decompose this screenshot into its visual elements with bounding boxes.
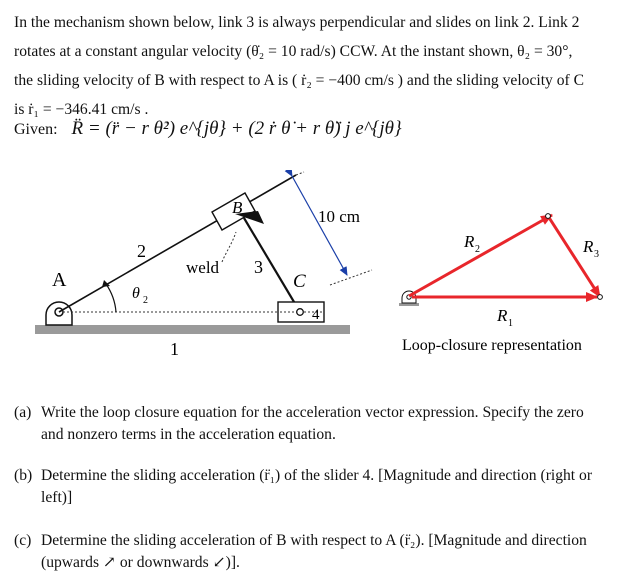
pin-C [297, 309, 304, 316]
link-3 [244, 218, 300, 312]
weld-pointer [222, 232, 236, 262]
intro-line-4: is ṙ₁ = −346.41 cm/s . [14, 101, 149, 118]
ground-link-1 [35, 325, 350, 334]
question-a-line-1: Write the loop closure equation for the acceleration vector expression. Specify the zero [41, 404, 584, 421]
question-a-label: (a) [14, 404, 32, 421]
pivot-A [46, 302, 72, 325]
question-c-label: (c) [14, 532, 32, 549]
label-R3-sub: 3 [594, 249, 599, 260]
loop-node-B [546, 214, 551, 219]
label-link-2: 2 [137, 241, 146, 261]
problem-statement [14, 8, 626, 124]
label-weld: weld [186, 258, 220, 277]
label-R1: R [497, 306, 508, 325]
given-label: Given: [14, 121, 58, 138]
loop-node-C [598, 295, 603, 300]
label-A: A [52, 269, 67, 291]
intro-line-2: rotates at a constant angular velocity (θ̇₂ = 10 rad/s) CCW. At the instant shown, θ₂ = 30°, [14, 43, 573, 60]
label-theta: θ [132, 285, 140, 302]
question-c [14, 530, 626, 574]
label-link-3: 3 [254, 257, 263, 277]
acceleration-equation: R̈ = (r̈ − r θ̇²) e^{jθ} + (2 ṙ θ̇ + r θ̈) j e^{jθ} [71, 118, 402, 139]
loop-closure-diagram [399, 214, 602, 306]
label-R2-sub: 2 [475, 244, 480, 255]
question-c-line-1: Determine the sliding acceleration of B with respect to A (r̈₂). [Magnitude and direction [41, 532, 587, 549]
question-a-line-2: and nonzero terms in the acceleration equation. [41, 426, 336, 443]
question-b-line-1: Determine the sliding acceleration (r̈₁) of the slider 4. [Magnitude and direction (right or [41, 467, 593, 484]
label-C: C [293, 271, 306, 292]
question-b-label: (b) [14, 467, 33, 484]
label-link-4: 4 [312, 307, 320, 323]
label-B: B [232, 198, 243, 217]
vector-R3 [548, 216, 600, 297]
vector-R2 [409, 215, 552, 296]
theta-arc [106, 284, 116, 312]
mechanism-figure [0, 170, 640, 370]
loop-caption: Loop-closure representation [402, 337, 582, 354]
label-R2: R [464, 232, 475, 251]
label-R3: R [583, 237, 594, 256]
label-length: 10 cm [318, 207, 361, 226]
given-equation-block [14, 118, 402, 140]
question-b-line-2: left)] [41, 489, 73, 506]
label-link-1: 1 [170, 339, 179, 359]
intro-line-3: the sliding velocity of B with respect to A is ( ṙ₂ = −400 cm/s ) and the sliding velocity of C [14, 72, 585, 89]
question-c-line-2: (upwards ↗ or downwards ↙)]. [41, 554, 240, 571]
question-b [14, 465, 626, 509]
label-theta-sub: 2 [143, 295, 148, 306]
intro-line-1: In the mechanism shown below, link 3 is always perpendicular and slides on link 2. Link 2 [14, 14, 580, 31]
label-R1-sub: 1 [508, 318, 513, 329]
question-a [14, 402, 626, 446]
